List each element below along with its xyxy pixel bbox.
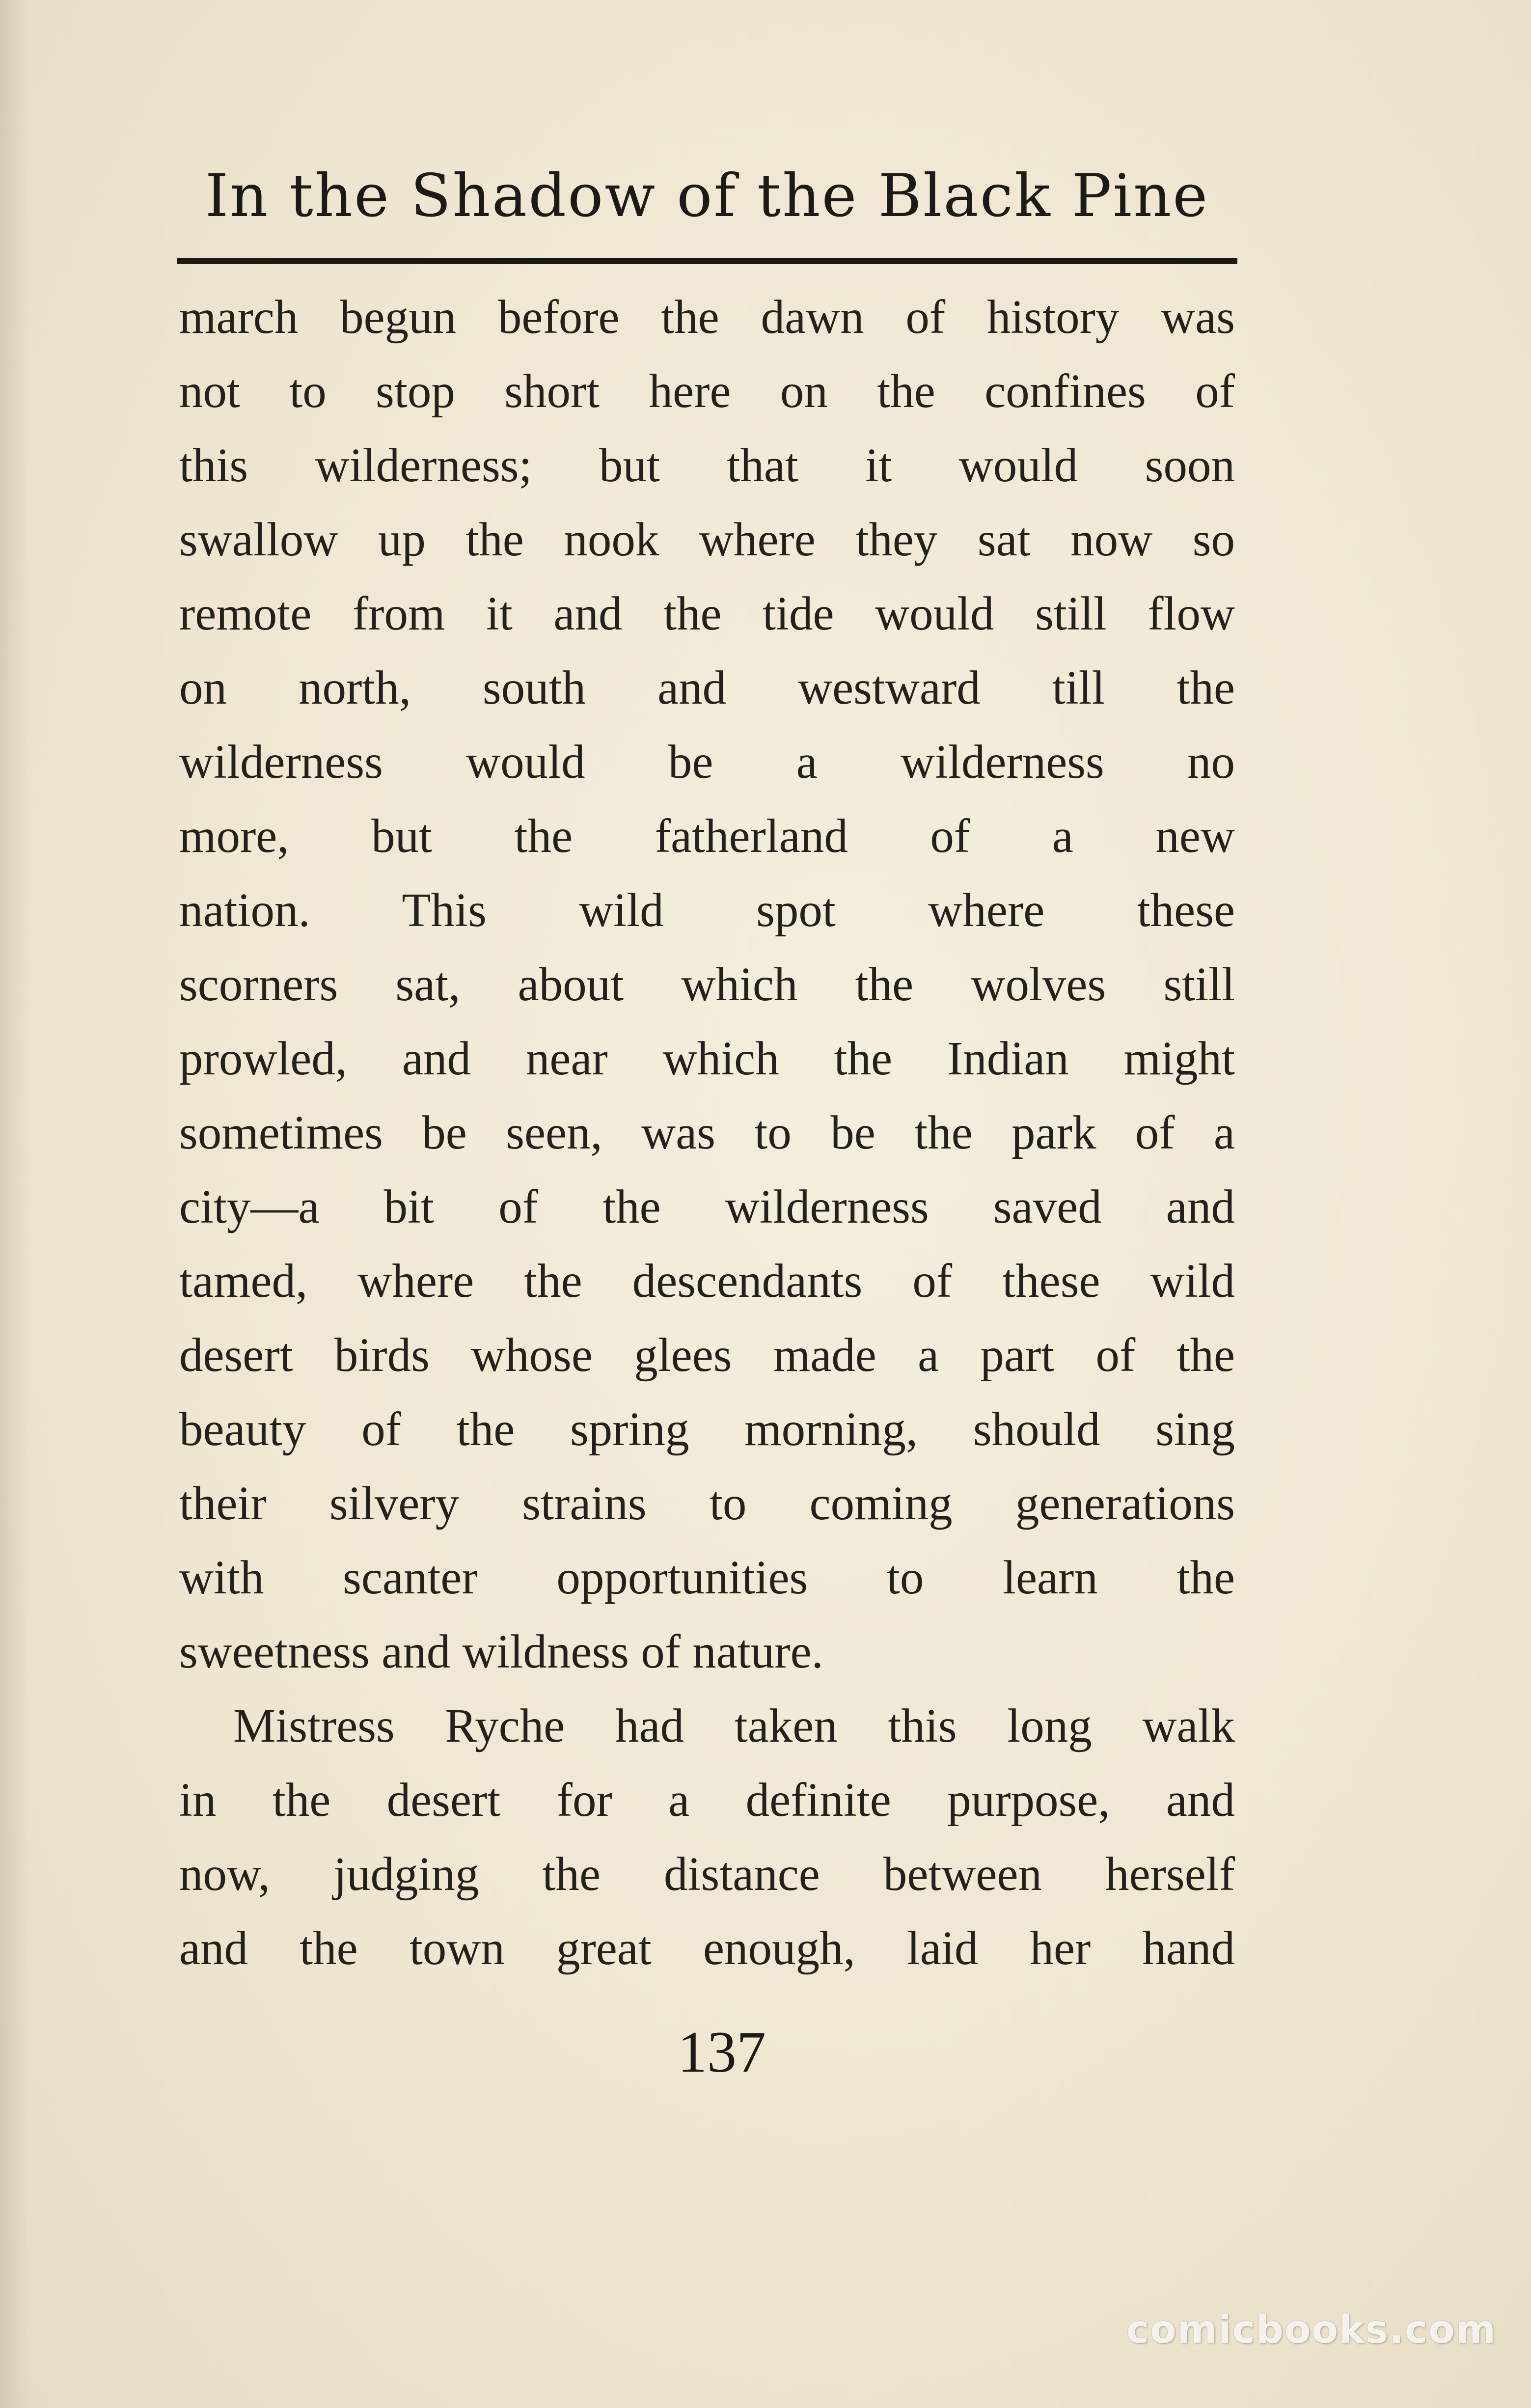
text-line: beauty of the spring morning, should sing	[179, 1403, 1235, 1455]
header-rule	[177, 258, 1237, 264]
text-line: wilderness would be a wilderness no	[179, 736, 1235, 788]
text-line: desert birds whose glees made a part of the	[179, 1329, 1235, 1381]
text-line: on north, south and westward till the	[179, 661, 1235, 714]
text-line: this wilderness; but that it would soon	[179, 439, 1235, 492]
text-line: nation. This wild spot where these	[179, 884, 1235, 936]
site-watermark: comicbooks.com	[1126, 2308, 1497, 2352]
text-line: sometimes be seen, was to be the park of a	[179, 1106, 1235, 1159]
text-line: and the town great enough, laid her hand	[179, 1922, 1235, 1974]
text-line: with scanter opportunities to learn the	[179, 1551, 1235, 1604]
text-line: march begun before the dawn of history was	[179, 291, 1235, 343]
text-line: their silvery strains to coming generations	[179, 1477, 1235, 1530]
page-gutter-shadow	[0, 0, 29, 2408]
text-line: remote from it and the tide would still flow	[179, 587, 1235, 640]
text-line: in the desert for a definite purpose, and	[179, 1774, 1235, 1826]
text-line: scorners sat, about which the wolves still	[179, 958, 1235, 1011]
running-head: In the Shadow of the Black Pine	[205, 162, 1209, 230]
text-line: now, judging the distance between herself	[179, 1848, 1235, 1900]
page-number: 137	[678, 2019, 766, 2084]
text-line: prowled, and near which the Indian might	[179, 1032, 1235, 1085]
text-line: Mistress Ryche had taken this long walk	[233, 1699, 1235, 1752]
text-line: tamed, where the descendants of these wild	[179, 1255, 1235, 1307]
text-line: city—a bit of the wilderness saved and	[179, 1180, 1235, 1233]
body-text	[179, 280, 1235, 1985]
text-line: not to stop short here on the confines of	[179, 365, 1235, 417]
text-line: sweetness and wildness of nature.	[179, 1625, 823, 1678]
text-line: swallow up the nook where they sat now so	[179, 513, 1235, 566]
text-line: more, but the fatherland of a new	[179, 810, 1235, 862]
